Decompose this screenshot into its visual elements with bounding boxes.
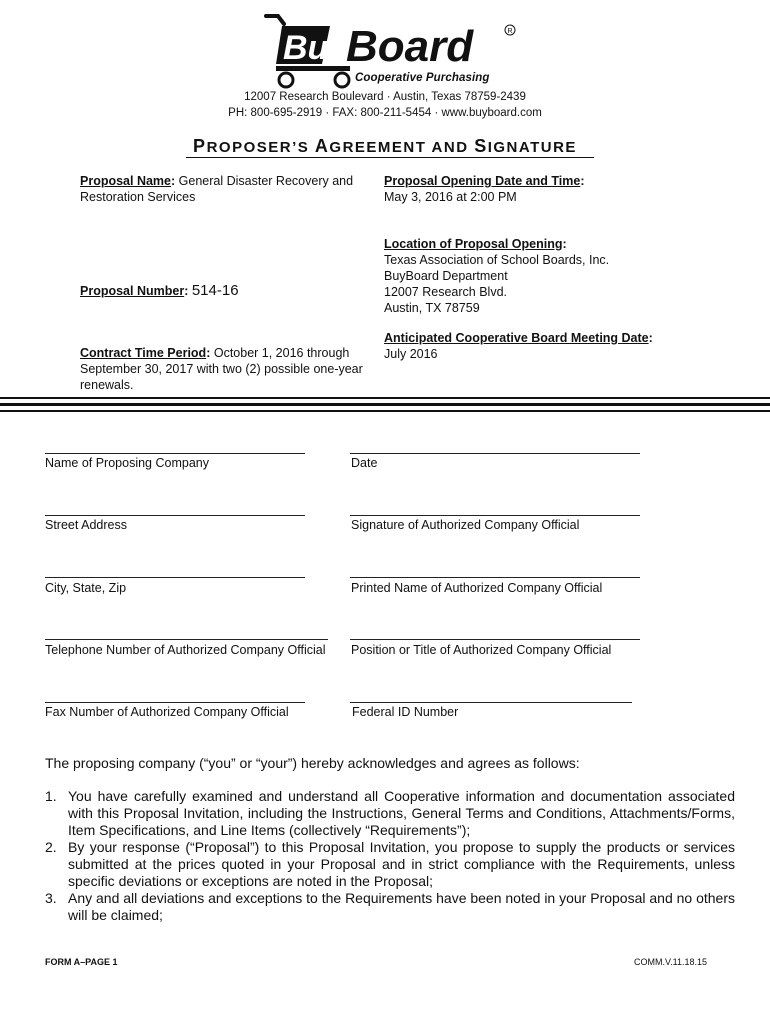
divider-bottom — [0, 410, 770, 412]
page-title: PROPOSER’S AGREEMENT AND SIGNATURE — [193, 136, 577, 156]
proposal-name: Proposal Name: General Disaster Recovery and Restoration Services — [80, 174, 354, 204]
proposal-location: Location of Proposal Opening: Texas Association of School Boards, Inc. BuyBoard Department 12007 Research Blvd. Austin, TX 78759 — [384, 237, 610, 315]
position-line[interactable] — [350, 639, 640, 640]
footer-form-label: FORM A–PAGE 1 — [45, 957, 118, 967]
street-address-label: Street Address — [45, 518, 127, 532]
divider-middle — [0, 403, 770, 406]
address-line: 12007 Research Boulevard · Austin, Texas 78759-2439 — [244, 91, 526, 103]
list-item: 1. You have carefully examined and understand all Cooperative information and documentation associated with this Proposal Invitation, including the Instructions, General Terms and Conditions, Attachments/Forms, Item Specifications, and Line Items (collectively “Requirements”); — [45, 788, 735, 838]
contact-line: PH: 800-695-2919 · FAX: 800-211-5454 · www.buyboard.com — [228, 107, 542, 119]
acknowledgement-intro: The proposing company (“you” or “your”) hereby acknowledges and agrees as follows: — [45, 755, 580, 771]
street-address-line[interactable] — [45, 515, 305, 516]
title-underline — [186, 157, 594, 158]
contract-time-period: Contract Time Period: October 1, 2016 through September 30, 2017 with two (2) possible one-year renewals. — [80, 346, 363, 392]
city-state-zip-line[interactable] — [45, 577, 305, 578]
date-line[interactable] — [350, 453, 640, 454]
acknowledgement-list — [45, 788, 735, 924]
federal-id-label: Federal ID Number — [352, 705, 459, 719]
signature-label: Signature of Authorized Company Official — [351, 518, 580, 532]
logo-board-text: Board — [346, 22, 474, 71]
printed-name-line[interactable] — [350, 577, 640, 578]
list-item: 2. By your response (“Proposal”) to this Proposal Invitation, you propose to supply the products or services submitted at the prices quoted in your Proposal and in strict compliance with the Requirements, unless specific deviations or exceptions are noted in the Proposal; — [45, 839, 735, 889]
printed-name-label: Printed Name of Authorized Company Official — [351, 581, 603, 595]
date-label: Date — [351, 456, 378, 470]
city-state-zip-label: City, State, Zip — [45, 581, 127, 595]
position-label: Position or Title of Authorized Company Official — [351, 643, 612, 657]
board-meeting-date: Anticipated Cooperative Board Meeting Date: July 2016 — [384, 331, 653, 361]
logo-tagline: Cooperative Purchasing — [355, 72, 490, 84]
divider-top — [0, 397, 770, 399]
telephone-line[interactable] — [45, 639, 328, 640]
company-name-label: Name of Proposing Company — [45, 456, 209, 470]
signature-line[interactable] — [350, 515, 640, 516]
proposal-opening: Proposal Opening Date and Time: May 3, 2016 at 2:00 PM — [384, 174, 585, 204]
svg-text:R: R — [507, 28, 513, 35]
fax-label: Fax Number of Authorized Company Official — [45, 705, 289, 719]
company-name-line[interactable] — [45, 453, 305, 454]
footer-version: COMM.V.11.18.15 — [634, 957, 708, 967]
proposal-number: Proposal Number: 514-16 — [80, 282, 239, 299]
federal-id-line[interactable] — [350, 702, 632, 703]
logo-buy-text: Buy — [283, 29, 348, 67]
list-item: 3. Any and all deviations and exceptions to the Requirements have been noted in your Proposal and no others will be claimed; — [45, 890, 735, 923]
telephone-label: Telephone Number of Authorized Company Official — [45, 643, 326, 657]
fax-line[interactable] — [45, 702, 305, 703]
